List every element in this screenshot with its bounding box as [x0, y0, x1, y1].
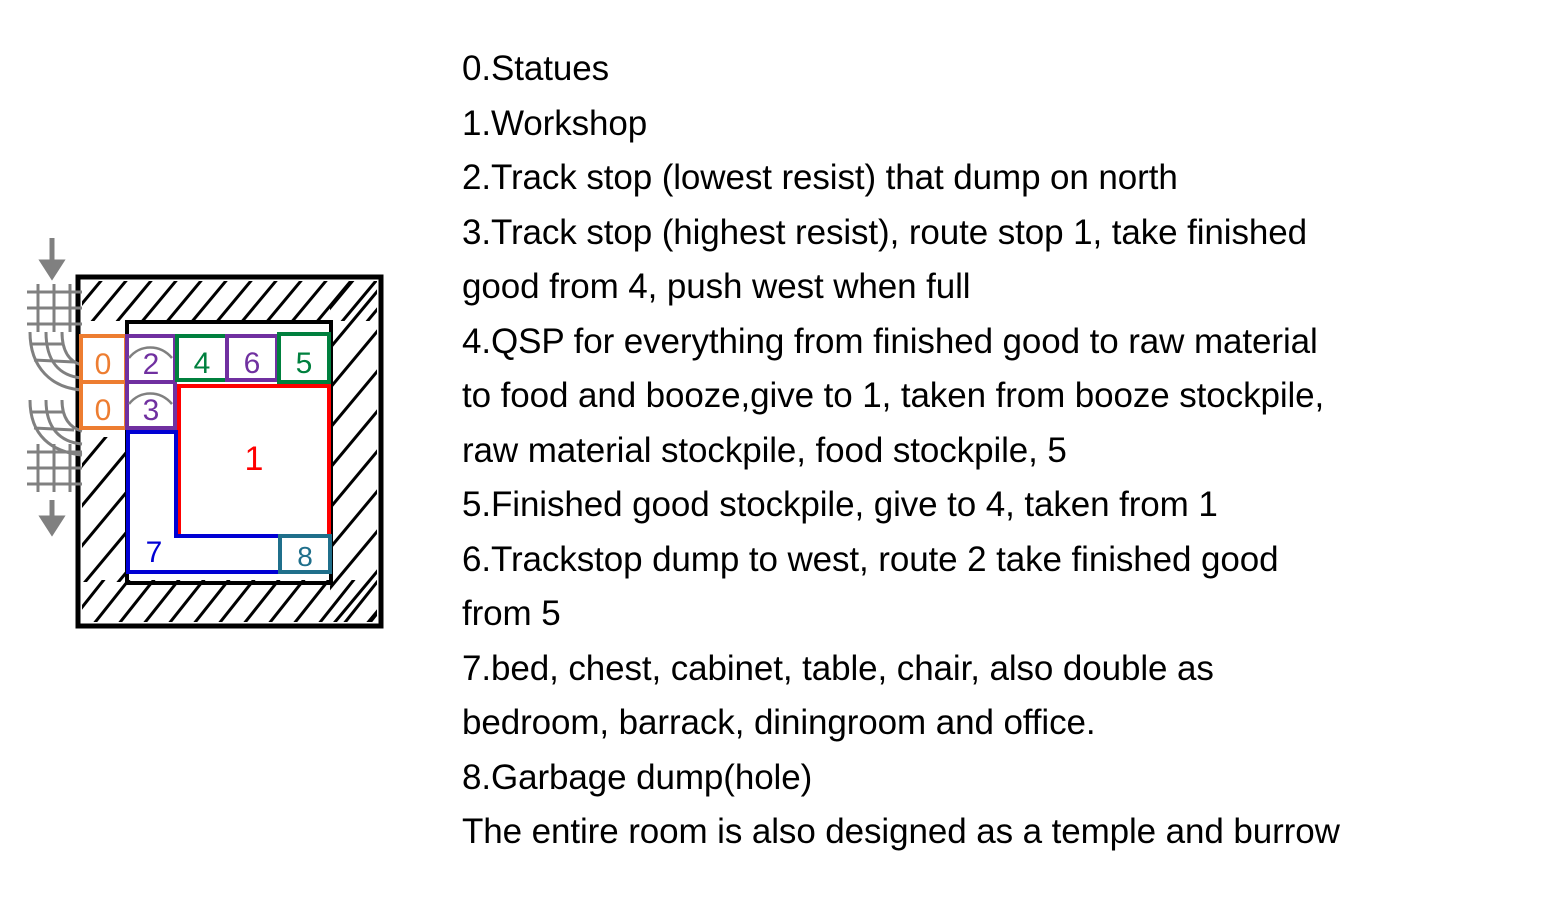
label-trackstop-2: 2 — [142, 348, 160, 381]
label-stockpile-5: 5 — [295, 347, 313, 380]
label-trackstop-3: 3 — [142, 394, 160, 427]
legend-line: raw material stockpile, food stockpile, 5 — [462, 430, 1067, 470]
legend-list — [462, 42, 1552, 860]
legend-line: good from 4, push west when full — [462, 267, 971, 306]
label-workshop-1: 1 — [244, 440, 264, 478]
legend-line: to food and booze,give to 1, taken from booze stockpile, — [462, 376, 1325, 415]
legend-line: bedroom, barrack, diningroom and office. — [462, 703, 1096, 742]
legend-line: 2.Track stop (lowest resist) that dump on north — [462, 158, 1178, 197]
legend-line: The entire room is also designed as a temple and burrow — [462, 812, 1340, 851]
fortress-layout-diagram — [0, 0, 440, 906]
label-bedroom-7: 7 — [145, 536, 163, 569]
legend-line: from 5 — [462, 594, 561, 633]
legend-line: 0.Statues — [462, 49, 609, 88]
legend-line: 1.Workshop — [462, 103, 648, 143]
legend-line: 6.Trackstop dump to west, route 2 take finished good — [462, 539, 1279, 579]
legend-line: 7.bed, chest, cabinet, table, chair, also double as — [462, 648, 1214, 688]
label-qsp-4: 4 — [193, 347, 211, 380]
label-garbage-8: 8 — [297, 541, 313, 572]
legend-line: 8.Garbage dump(hole) — [462, 757, 813, 797]
legend-line: 5.Finished good stockpile, give to 4, taken from 1 — [462, 485, 1218, 524]
label-trackstop-6: 6 — [243, 347, 261, 380]
legend-line: 4.QSP for everything from finished good to raw material — [462, 321, 1318, 361]
legend-line: 3.Track stop (highest resist), route stop 1, take finished — [462, 212, 1307, 252]
rail-tracks — [27, 284, 82, 492]
label-statues-bottom: 0 — [94, 394, 112, 427]
label-statues-top: 0 — [94, 348, 112, 381]
